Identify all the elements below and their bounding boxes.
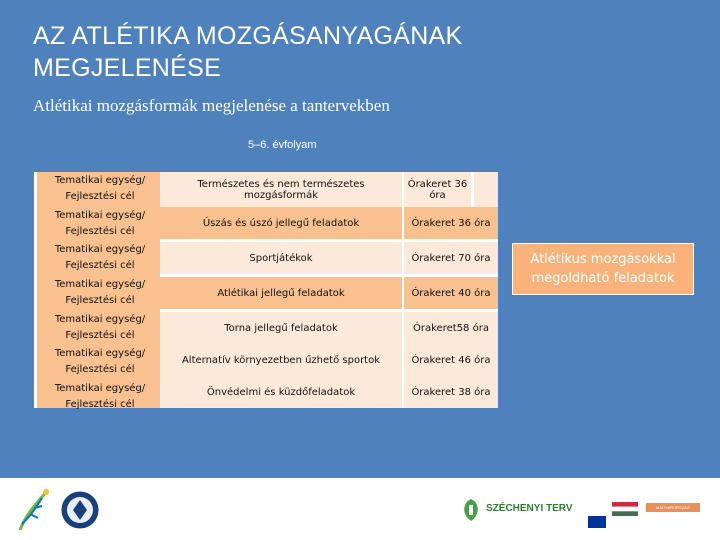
- hours-cell: Órakeret58 óra: [402, 312, 498, 344]
- table-row: [160, 207, 498, 242]
- topic-cell: Természetes és nem természetes mozgásformák: [197, 178, 365, 201]
- table-row: [160, 242, 498, 277]
- table-row: [160, 344, 498, 379]
- topic-cell: Torna jellegű feladatok: [224, 322, 338, 334]
- left-column: [34, 172, 163, 411]
- table-row: [160, 376, 498, 408]
- table-row: [160, 312, 498, 347]
- table-row: [160, 277, 498, 312]
- eu-flag-icon: [588, 516, 606, 528]
- szechenyi-logo-icon: [460, 497, 482, 523]
- topic-cell: Önvédelmi és küzdőfeladatok: [206, 386, 356, 398]
- hours-cell: Órakeret 38 óra: [402, 376, 498, 408]
- topic-cell: Atlétikai jellegű feladatok: [217, 287, 345, 299]
- hours-cell: Órakeret 46 óra: [402, 344, 498, 376]
- left-item: Tematikai egység/ Fejlesztési cél: [54, 383, 146, 411]
- left-item: Tematikai egység/ Fejlesztési cél: [54, 348, 146, 376]
- hours-cell: Órakeret 36 óra: [402, 172, 474, 207]
- szechenyi-label: SZÉCHENYI TERV: [486, 503, 573, 514]
- hours-cell: Órakeret 70 óra: [402, 242, 498, 274]
- topic-cell: Sportjátékok: [249, 252, 313, 264]
- page-title: AZ ATLÉTIKA MOZGÁSANYAGÁNAK MEGJELENÉSE: [33, 22, 463, 82]
- university-seal-icon: [60, 490, 100, 530]
- magyarorszag-banner: MAGYARORSZÁG MEGÚJUL: [646, 503, 700, 512]
- left-item: Tematikai egység/ Fejlesztési cél: [54, 209, 146, 237]
- topic-cell: Alternatív környezetben űzhető sportok: [181, 354, 381, 366]
- eu-funding-logos: [584, 490, 700, 536]
- hungary-flag-icon: [612, 502, 638, 516]
- page-subtitle: Atlétikai mozgásformák megjelenése a tantervekben: [33, 96, 390, 115]
- left-item: Tematikai egység/ Fejlesztési cél: [54, 279, 146, 307]
- callout-box: Atlétikus mozgásokkal megoldható feladatok: [512, 243, 694, 295]
- topic-table: [160, 172, 498, 408]
- hours-cell: Órakeret 36 óra: [402, 207, 498, 239]
- topic-cell: Úszás és úszó jellegű feladatok: [202, 217, 360, 229]
- table-row: [160, 172, 498, 210]
- left-item: Tematikai egység/ Fejlesztési cél: [54, 313, 146, 341]
- runner-logo-icon: [12, 484, 56, 534]
- hours-cell: Órakeret 40 óra: [402, 277, 498, 309]
- left-item: Tematikai egység/ Fejlesztési cél: [54, 244, 146, 272]
- left-item: Tematikai egység/ Fejlesztési cél: [54, 175, 146, 202]
- grade-label: 5–6. évfolyam: [248, 139, 317, 151]
